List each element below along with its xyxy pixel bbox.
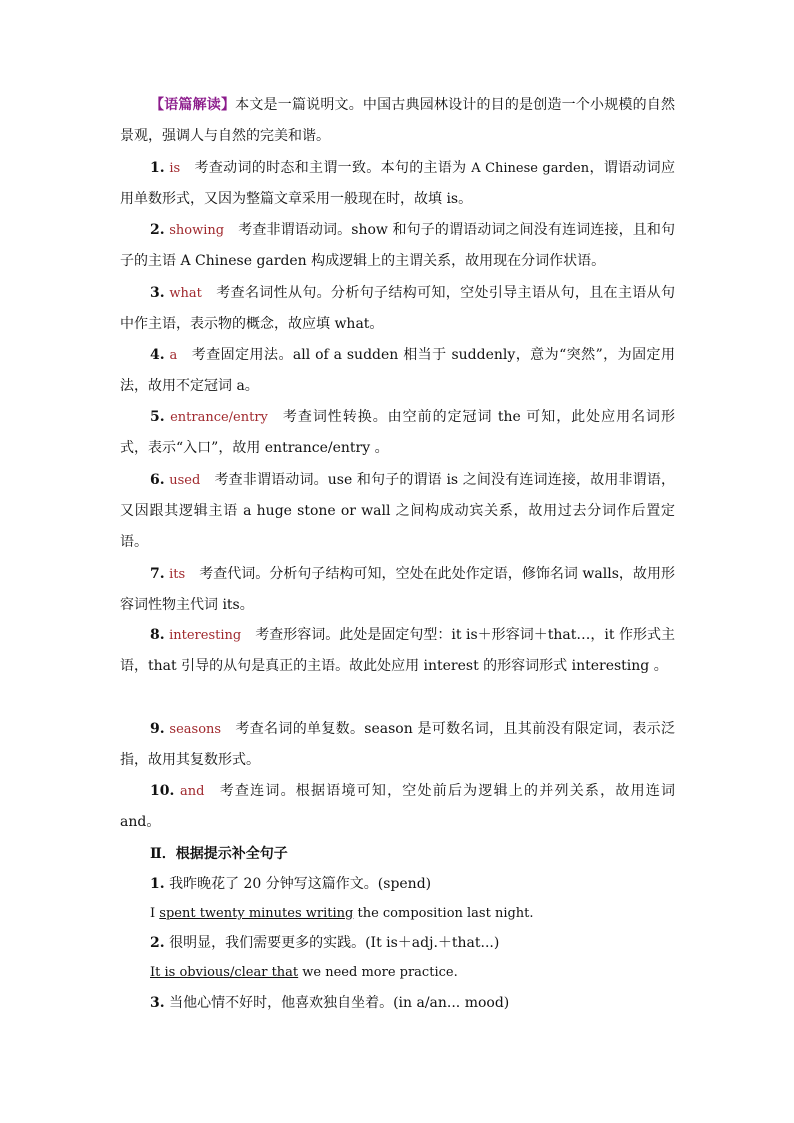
section-2-title: Ⅱ．根据提示补全句子 <box>150 846 288 862</box>
item-explanation: 考查固定用法。all of a sudden 相当于 suddenly，意为“突然”，为固定用法，故用不定冠词 a。 <box>120 347 675 394</box>
item-number: 4. <box>150 347 165 363</box>
sentence-question-3: 3. 当他心情不好时，他喜欢独自坐着。(in a/an... mood) <box>150 995 510 1011</box>
answer-item-2 <box>120 215 675 277</box>
answer-item-3 <box>120 278 675 340</box>
item-number: 8. <box>150 627 165 643</box>
item-number: 6. <box>150 472 165 488</box>
intro-paragraph <box>120 90 675 152</box>
answer-item-5 <box>120 402 675 464</box>
item-explanation: 考查非谓语动词。show 和句子的谓语动词之间没有连词连接，且和句子的主语 A Chinese garden 构成逻辑上的主谓关系，故用现在分词作状语。 <box>120 222 676 269</box>
item-answer: entrance/entry <box>170 410 268 425</box>
item-answer: and <box>180 784 205 799</box>
item-number: 2. <box>150 222 165 238</box>
sentence-question-1: 1. 我昨晚花了 20 分钟写这篇作文。(spend) <box>150 876 432 892</box>
item-number: 7. <box>150 566 165 582</box>
intro-tag: 【语篇解读】 <box>150 97 236 113</box>
item-answer: is <box>169 161 181 176</box>
item-answer: interesting <box>169 628 242 643</box>
item-number: 3. <box>150 285 165 301</box>
item-explanation: 考查名词性从句。分析句子结构可知，空处引导主语从句，且在主语从句中作主语，表示物的概念，故应填 what。 <box>120 285 675 332</box>
item-answer: used <box>169 473 201 488</box>
item-explanation: 考查非谓语动词。use 和句子的谓语 is 之间没有连词连接，故用非谓语，又因跟其逻辑主语 a huge stone or wall 之间构成动宾关系，故用过去分词作后置定语。 <box>120 472 676 550</box>
answer-item-4 <box>120 340 675 402</box>
item-number: 9. <box>150 721 165 737</box>
item-answer: its <box>169 567 186 582</box>
item-answer: what <box>169 286 202 301</box>
item-answer: seasons <box>169 722 222 737</box>
intro-text: 本文是一篇说明文。中国古典园林设计的目的是创造一个小规模的自然景观，强调人与自然的完美和谐。 <box>120 97 676 144</box>
item-answer: showing <box>169 223 225 238</box>
item-answer: a <box>169 348 178 363</box>
item-number: 10. <box>150 783 175 799</box>
item-explanation: 考查连词。根据语境可知，空处前后为逻辑上的并列关系，故用连词 and。 <box>120 783 675 830</box>
item-explanation: 考查动词的时态和主谓一致。本句的主语为 A Chinese garden，谓语动词应用单数形式，又因为整篇文章采用一般现在时，故填 is。 <box>120 160 675 207</box>
item-explanation: 考查名词的单复数。season 是可数名词，且其前没有限定词，表示泛指，故用其复数形式。 <box>120 721 675 768</box>
item-explanation: 考查形容词。此处是固定句型：it is＋形容词＋that…，it 作形式主语，that 引导的从句是真正的主语。故此处应用 interest 的形容词形式 interesting 。 <box>120 627 675 674</box>
item-number: 1. <box>150 160 165 176</box>
item-explanation: 考查代词。分析句子结构可知，空处在此处作定语，修饰名词 walls，故用形容词性物主代词 its。 <box>120 566 675 613</box>
item-number: 5. <box>150 409 165 425</box>
answer-item-10 <box>120 776 675 838</box>
sentence-answer-1: I spent twenty minutes writing the composition last night. <box>150 906 534 921</box>
answer-item-6 <box>120 465 675 558</box>
answer-item-1 <box>120 153 675 215</box>
answer-item-8 <box>120 620 675 682</box>
answer-item-9 <box>120 714 675 776</box>
sentence-answer-2: It is obvious/clear that we need more practice. <box>150 965 458 980</box>
answer-blank: spent twenty minutes writing <box>159 906 354 921</box>
answer-blank: It is obvious/clear that <box>150 965 299 980</box>
item-explanation: 考查词性转换。由空前的定冠词 the 可知，此处应用名词形式，表示“入口”，故用 entrance/entry 。 <box>120 409 676 456</box>
sentence-question-2: 2. 很明显，我们需要更多的实践。(It is＋adj.＋that...) <box>150 935 500 951</box>
answer-item-7 <box>120 559 675 621</box>
